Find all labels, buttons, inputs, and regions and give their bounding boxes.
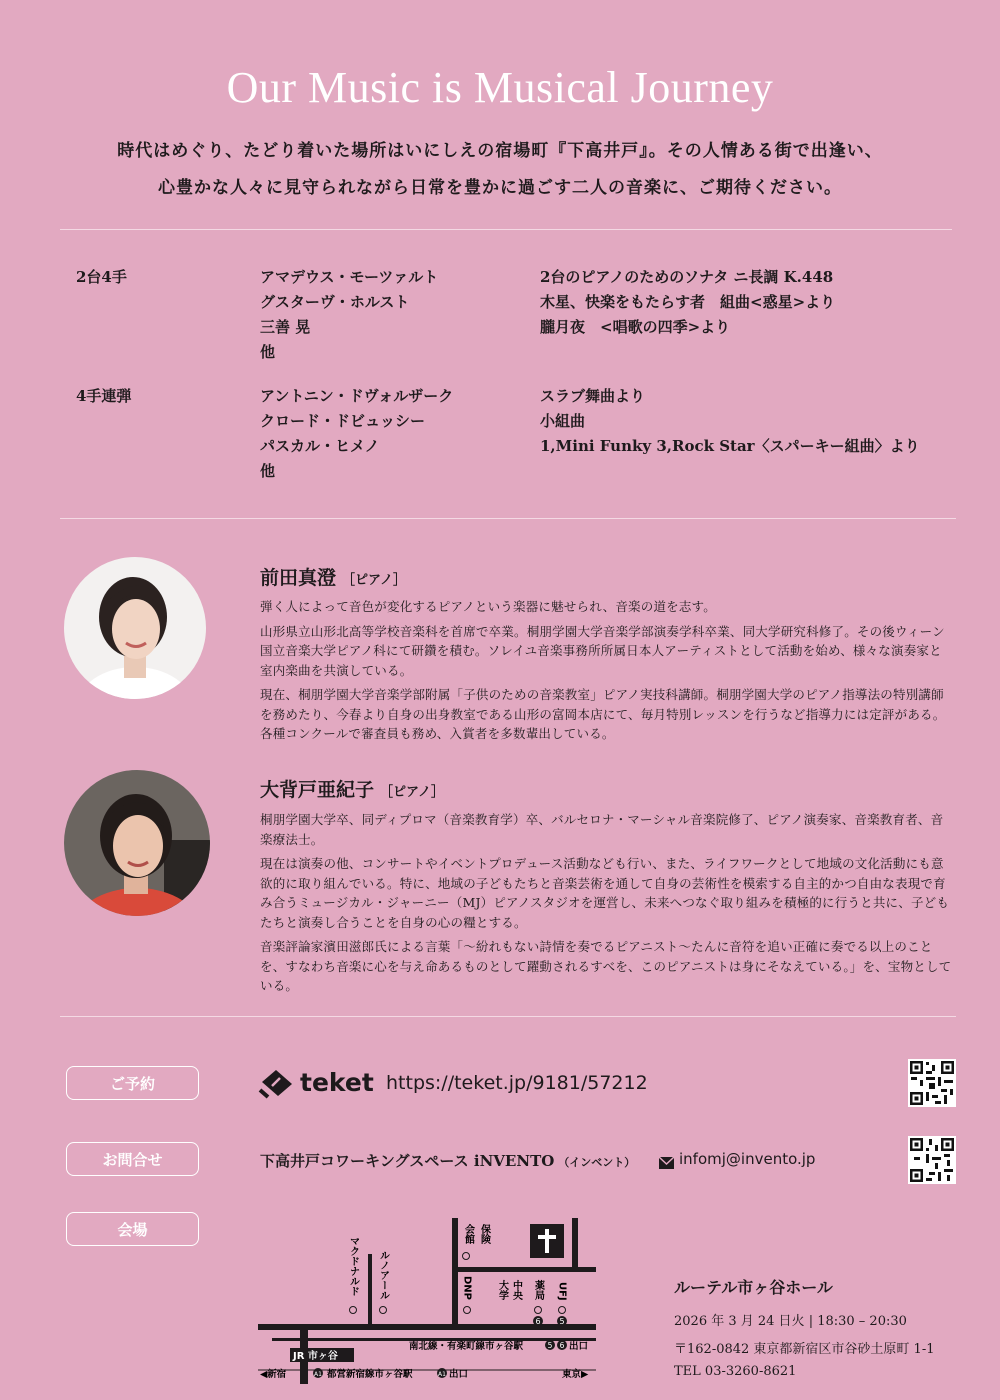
map-pin: [559, 1307, 566, 1314]
bio-paragraph: 音楽評論家濱田滋郎氏による言葉「〜紛れもない詩情を奏でるピアニスト〜たんに音符を追い正確に奏でる以上のことを、すなわち音楽に心を与え命あるものとして躍動されるすべを、このピアニストは身にそなえている。」を、宝物としている。: [260, 939, 952, 993]
performer-bio-2: [260, 810, 952, 1001]
work: 1,Mini Funky 3,Rock Star〈スパーキー組曲〉より: [540, 437, 920, 455]
map-label-jr: JR 市ヶ谷: [293, 1351, 338, 1362]
teket-logo: teket: [300, 1068, 374, 1097]
composer: クロード・ドビュッシー: [260, 412, 426, 430]
contact-label: お問合せ: [66, 1142, 199, 1176]
program-composers-2: [260, 384, 453, 484]
map-pin: [350, 1307, 357, 1314]
composer: アマデウス・モーツァルト: [260, 268, 439, 286]
map-pin: [464, 1307, 471, 1314]
map-label-shinjuku: ◀新宿: [260, 1369, 287, 1380]
bio-paragraph: 現在、桐朋学園大学音楽学部附属「子供のための音楽教室」ピアノ実技科講師。桐朋学園大学のピアノ指導法の特別講師を務めたり、今春より自身の出身教室である山形の富岡本店にて、毎月特別レッスンを行うなど指導力には定評がある。各種コンクールで審査員も務め、入賞者を多数輩出している。: [260, 687, 946, 741]
composer: パスカル・ヒメノ: [260, 437, 380, 455]
church-cross-v: [545, 1229, 549, 1253]
exit-5-badge: 5: [547, 1341, 553, 1350]
map-pin: [463, 1253, 470, 1260]
map-road-small: [368, 1254, 372, 1326]
program-works-2: [540, 384, 920, 459]
performer-name-1: [260, 563, 406, 590]
qr-code-reserve[interactable]: [908, 1059, 956, 1107]
venue-label: 会場: [66, 1212, 199, 1246]
contact-email[interactable]: infomj@invento.jp: [679, 1150, 816, 1168]
work: 小組曲: [540, 412, 586, 430]
map-label-hoken: 保険: [478, 1224, 490, 1244]
bio-paragraph: 桐朋学園大学卒、同ディプロマ（音楽教育学）卒、バルセロナ・マーシャル音楽院修了、ピアノ演奏家、音楽教育者、音楽療法士。: [260, 812, 944, 847]
venue-datetime: 2026 年 3 月 24 日火 | 18:30 – 20:30: [674, 1314, 907, 1329]
map-label-namboku: 南北線・有楽町線市ヶ谷駅: [409, 1341, 524, 1352]
map-label-yakkyoku: 薬局: [532, 1280, 544, 1300]
exit-a1-badge: A1: [314, 1371, 322, 1378]
venue-address: 〒162-0842 東京都新宿区市谷砂土原町 1-1: [674, 1342, 935, 1357]
map-label-dnp: DNP: [461, 1276, 473, 1300]
work: 木星、快楽をもたらす者 組曲<惑星>より: [540, 293, 836, 311]
program-composers-1: [260, 265, 438, 365]
map-label-daigaku: 大学: [496, 1280, 508, 1300]
bio-paragraph: 山形県立山形北高等学校音楽科を首席で卒業。桐朋学園大学音楽学部演奏学科卒業、同大学研究科修了。その後ウィーン国立音楽大学ピアノ科にて研鑽を積む。ソレイユ音楽事務所所属日本人アーティストとして活動を始め、様々な演奏家と室内楽曲を共演している。: [260, 623, 945, 678]
contact-kana: （インベント）: [558, 1156, 636, 1169]
map-label-chuo: 中央: [510, 1280, 522, 1300]
mail-icon: [659, 1154, 674, 1166]
program-label-2: 4手連弾: [76, 387, 132, 405]
exit-5-label: 5: [559, 1317, 565, 1326]
composer: アントニン・ドヴォルザーク: [260, 387, 454, 405]
exit-a1-badge: A1: [438, 1371, 446, 1378]
map-label-renoir: ルノアール: [377, 1250, 389, 1300]
role: ［ピアノ］: [342, 573, 406, 588]
work: スラブ舞曲より: [540, 387, 646, 405]
bio-paragraph: 現在は演奏の他、コンサートやイベントプロデュース活動なども行い、また、ライフワークとして地域の文化活動にも意欲的に取り組んでいる。特に、地域の子どもたちと音楽芸術を通して自身の芸術性を模索する自主的かつ自由な表現で育み合うミュージカル・ジャーニー（MJ）ピアノスタジオを運営し、未来へつなぐ取り組みを積極的に行うと共に、子どもたちと演奏し合うことを自身の心の糧とする。: [260, 856, 950, 930]
reserve-label: ご予約: [66, 1066, 199, 1100]
map-pin: [535, 1307, 542, 1314]
performer-bio-1: [260, 597, 952, 749]
divider: [60, 1016, 956, 1017]
contact-organization: [260, 1150, 635, 1171]
role: ［ピアノ］: [380, 785, 444, 800]
map-label-namboku-exit: 出口: [569, 1341, 589, 1352]
performer-photo-2: [64, 770, 210, 916]
performer-name-2: [260, 775, 444, 802]
map-road-right: [572, 1218, 578, 1272]
exit-6-badge: 6: [559, 1341, 565, 1350]
divider: [60, 229, 952, 230]
name: 大背戸亜紀子: [260, 779, 375, 801]
church-cross-h: [538, 1235, 556, 1239]
program-label-1: 2台4手: [76, 268, 127, 286]
map-pin: [380, 1307, 387, 1314]
composer: 他: [260, 462, 276, 480]
map-road-main: [258, 1324, 596, 1330]
qr-code-contact[interactable]: [908, 1136, 956, 1184]
venue-name: ルーテル市ヶ谷ホール: [674, 1278, 833, 1297]
composer: 三善 晃: [260, 318, 311, 336]
name: 前田真澄: [260, 567, 337, 589]
ticket-icon: [258, 1066, 298, 1100]
teket-link[interactable]: https://teket.jp/9181/57212: [386, 1072, 648, 1094]
composer: グスターヴ・ホルスト: [260, 293, 410, 311]
work: 朧月夜 <唱歌の四季>より: [540, 318, 731, 336]
contact-name: 下高井戸コワーキングスペース iNVENTO: [260, 1152, 555, 1170]
venue-map: [256, 1214, 600, 1384]
map-label-mcdonalds: マクドナルド: [347, 1236, 359, 1296]
map-road-vertical: [452, 1218, 458, 1328]
work: 2台のピアノのためのソナタ ニ長調 K.448: [540, 268, 834, 286]
venue-tel: TEL 03-3260-8621: [674, 1364, 797, 1379]
composer: 他: [260, 343, 276, 361]
map-label-ufj: UFJ: [556, 1282, 568, 1301]
map-label-kaikan: 会館: [462, 1224, 474, 1244]
intro-line-1: 時代はめぐり、たどり着いた場所はいにしえの宿場町『下高井戸』。その人情ある街で出逢い、: [117, 141, 883, 161]
intro-line-2: 心豊かな人々に見守られながら日常を豊かに過ごす二人の音楽に、ご期待ください。: [158, 178, 842, 198]
page-title: Our Music is Musical Journey: [226, 63, 774, 112]
map-label-tokyo: 東京▶: [562, 1369, 589, 1380]
map-label-toei-exit: 出口: [449, 1369, 469, 1380]
performer-photo-1: [64, 557, 206, 699]
bio-paragraph: 弾く人によって音色が変化するピアノという楽器に魅せられ、音楽の道を志す。: [260, 599, 716, 614]
divider: [60, 518, 956, 519]
exit-6-label: 6: [535, 1317, 541, 1326]
map-label-toei: 都営新宿線市ヶ谷駅: [327, 1369, 413, 1380]
program-works-1: [540, 265, 835, 340]
